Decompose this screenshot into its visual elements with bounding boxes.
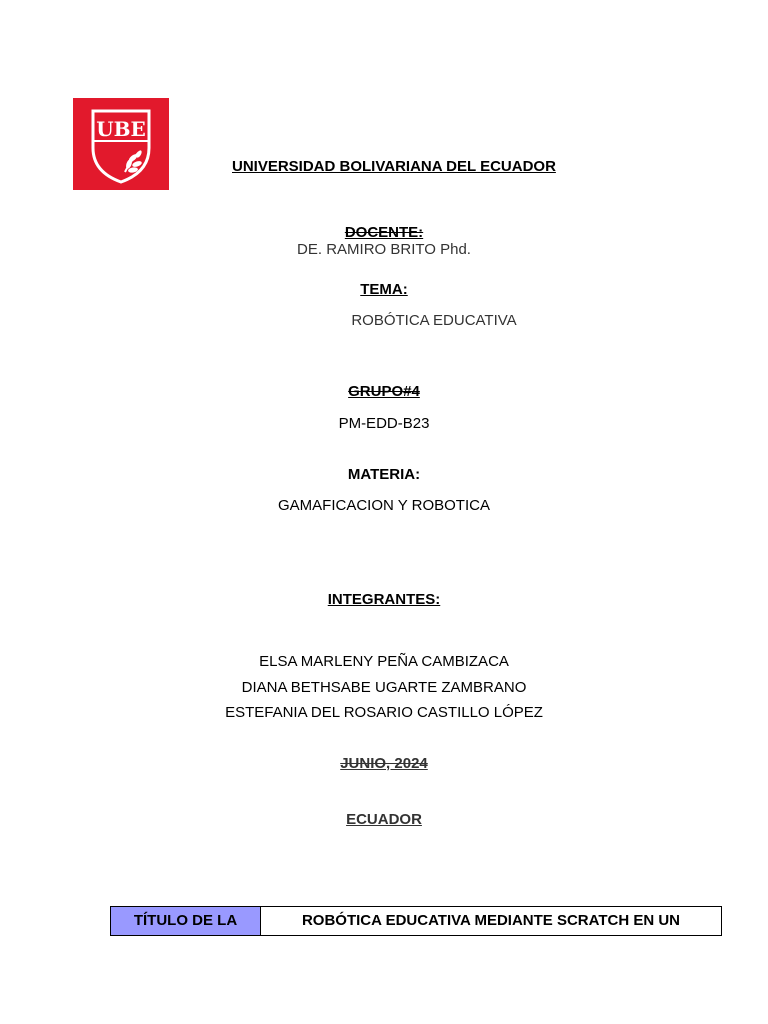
materia-value: GAMAFICACION Y ROBOTICA [278,497,490,514]
docente-value: DE. RAMIRO BRITO Phd. [297,241,471,258]
university-title: UNIVERSIDAD BOLIVARIANA DEL ECUADOR [232,158,556,175]
tema-value: ROBÓTICA EDUCATIVA [351,312,517,329]
member-1: ELSA MARLENY PEÑA CAMBIZACA [259,653,509,670]
integrantes-label: INTEGRANTES: [327,591,441,608]
date: JUNIO, 2024 [340,755,428,772]
logo-text: UBE [96,117,146,141]
docente-label: DOCENTE: [344,224,424,241]
grupo-value: PM-EDD-B23 [338,415,430,432]
country: ECUADOR [346,811,422,828]
materia-label: MATERIA: [347,466,421,483]
grupo-label: GRUPO#4 [348,383,420,400]
table-header-cell: TÍTULO DE LA [111,907,261,935]
title-table [110,906,722,936]
member-2: DIANA BETHSABE UGARTE ZAMBRANO [241,679,527,696]
ube-logo [73,98,169,190]
table-title-cell: ROBÓTICA EDUCATIVA MEDIANTE SCRATCH EN UN [301,912,681,929]
member-3: ESTEFANIA DEL ROSARIO CASTILLO LÓPEZ [225,704,543,721]
tema-label: TEMA: [360,281,408,298]
